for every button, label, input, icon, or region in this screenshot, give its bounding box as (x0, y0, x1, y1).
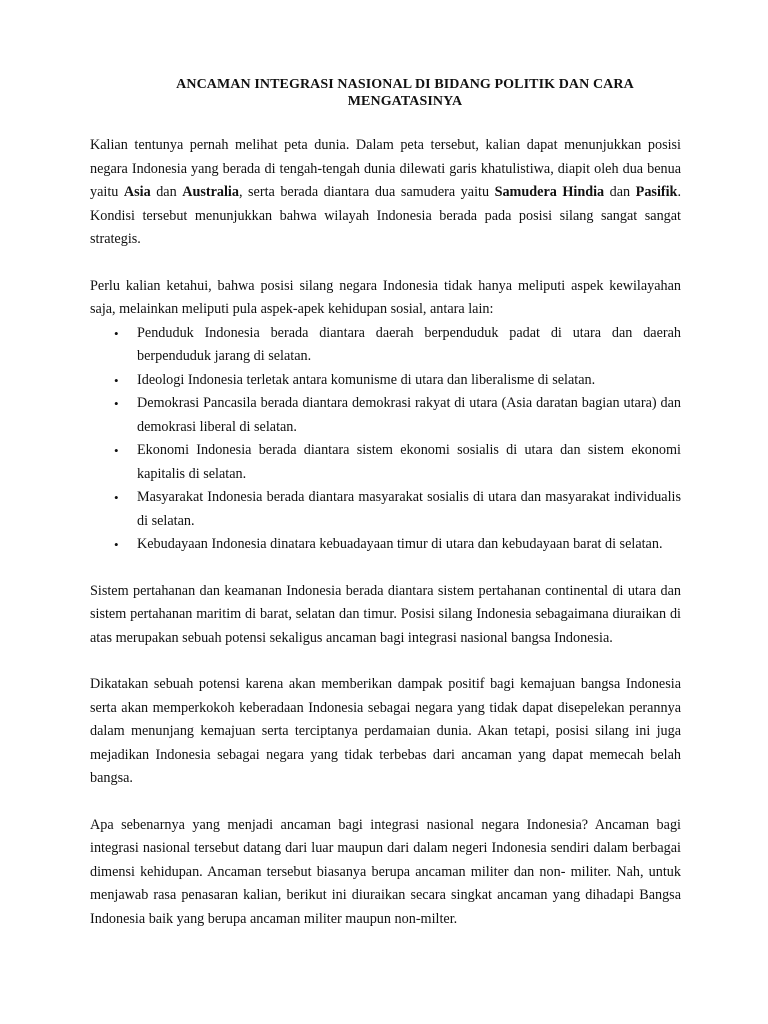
title-line-2: MENGATASINYA (347, 94, 463, 109)
intro-text-5: . Kondisi tersebut menunjukkan bahwa wilayah Indonesia berada pada posisi silang sangat sangat strategis. (90, 184, 681, 247)
document-body (90, 134, 681, 954)
list-item (90, 533, 681, 557)
paragraph-intro (90, 134, 681, 252)
list-item (90, 486, 681, 533)
intro-text-2: dan (150, 184, 183, 200)
list-item-text: Kebudayaan Indonesia dinatara kebuadayaan timur di utara dan kebudayaan barat di selatan. (137, 536, 663, 552)
list-item-text: Masyarakat Indonesia berada diantara masyarakat sosialis di utara dan masyarakat individualis di selatan. (137, 489, 681, 529)
intro-text-3: , serta berada diantara dua samudera yaitu (238, 184, 495, 200)
aspect-list (90, 322, 681, 557)
term-pasifik: Pasifik (635, 184, 678, 200)
document-title (120, 76, 690, 110)
bullet-icon: • (114, 443, 119, 458)
bullet-icon: • (114, 325, 119, 341)
paragraph-defense: Sistem pertahanan dan keamanan Indonesia berada diantara sistem pertahanan continental di utara dan sistem pertahanan maritim di barat, selatan dan timur. Posisi silang Indonesia sebagaimana diuraikan di atas merupakan sebuah potensi sekaligus ancaman bagi integrasi nasional bangsa Indonesia. (90, 582, 681, 646)
list-item (90, 392, 681, 439)
paragraph-threats: Apa sebenarnya yang menjadi ancaman bagi integrasi nasional negara Indonesia? Ancaman bagi integrasi nasional tersebut datang dari luar maupun dari dalam negeri Indonesia sendiri dalam berbagai dimensi kehidupan. Ancaman tersebut biasanya berupa ancaman militer dan non- militer. Nah, untuk menjawab rasa penasaran kalian, berikut ini diuraikan secara singkat ancaman yang dihadapi Bangsa Indonesia baik yang berupa ancaman militer maupun non-milter. (90, 816, 681, 927)
intro-text-4: dan (604, 184, 636, 200)
list-item (90, 322, 681, 369)
list-item (90, 439, 681, 486)
list-item-text: Ekonomi Indonesia berada diantara sistem ekonomi sosialis di utara dan sistem ekonomi kapitalis di selatan. (137, 442, 681, 482)
bullet-icon: • (114, 372, 119, 388)
paragraph-aspects: Perlu kalian ketahui, bahwa posisi silang negara Indonesia tidak hanya meliputi aspek kewilayahan saja, melainkan meliputi pula aspek-apek kehidupan sosial, antara lain: (90, 277, 681, 317)
bullet-icon: • (114, 537, 119, 552)
paragraph-potential: Dikatakan sebuah potensi karena akan memberikan dampak positif bagi kemajuan bangsa Indonesia serta akan memperkokoh keberadaan Indonesia sebagai negara yang tidak dapat disepelekan perannya dalam menunjang kemajuan serta terciptanya perdamaian dunia. Akan tetapi, posisi silang ini juga mejadikan Indonesia sebagai negara yang tidak terbebas dari ancaman yang dapat memecah belah bangsa. (90, 676, 681, 786)
bullet-icon: • (114, 396, 119, 411)
intro-text-1: Kalian tentunya pernah melihat peta dunia. Dalam peta tersebut, kalian dapat menunjukkan posisi negara Indonesia yang berada di tengah-tengah dunia dilewati garis khatulistiwa, diapit oleh dua benua yaitu (90, 137, 681, 200)
term-samudera-hindia: Samudera Hindia (494, 184, 605, 200)
list-item-text: Penduduk Indonesia berada diantara daerah berpenduduk padat di utara dan daerah berpenduduk jarang di selatan. (137, 324, 681, 364)
list-item (90, 369, 681, 393)
list-item-text: Demokrasi Pancasila berada diantara demokrasi rakyat di utara (Asia daratan bagian utara) dan demokrasi liberal di selatan. (137, 395, 681, 435)
title-line-1: ANCAMAN INTEGRASI NASIONAL DI BIDANG POLITIK DAN CARA (176, 77, 634, 92)
term-asia: Asia (123, 184, 151, 200)
term-australia: Australia (182, 184, 239, 200)
bullet-icon: • (114, 490, 119, 505)
list-item-text: Ideologi Indonesia terletak antara komunisme di utara dan liberalisme di selatan. (137, 371, 596, 388)
